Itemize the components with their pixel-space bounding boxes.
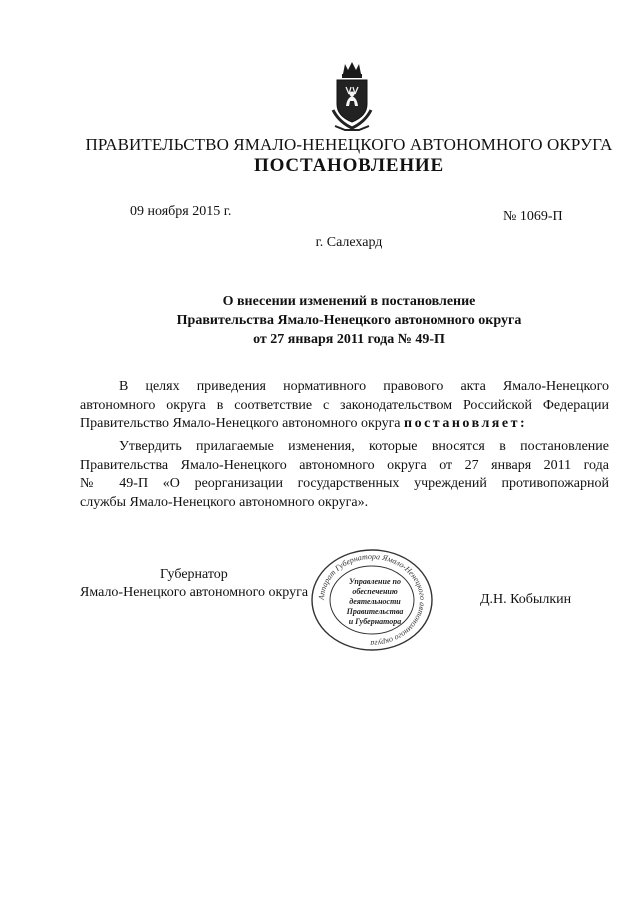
official-seal (304, 547, 440, 653)
paragraph-line: В целях приведения нормативного правового акта Ямало-Ненецкого (119, 379, 609, 394)
paragraph-line (80, 415, 609, 434)
document-city: г. Салехард (315, 235, 383, 250)
seal-line: Правительства (346, 607, 404, 616)
coat-of-arms-icon (329, 60, 375, 134)
paragraph-line: Правительства Ямало-Ненецкого автономного округа от 27 января 2011 года (80, 457, 609, 473)
document-number: № 1069-П (503, 209, 563, 224)
paragraph-line-text: Правительство Ямало-Ненецкого автономного округа (80, 416, 405, 431)
paragraph-line: автономного округа в соответствие с законодательством Российской Федерации (80, 397, 609, 413)
subject-line: О внесении изменений в постановление (222, 294, 476, 309)
signer-title-line1: Губернатор (160, 567, 228, 582)
body-paragraph-1 (80, 378, 609, 434)
government-title: ПРАВИТЕЛЬСТВО ЯМАЛО-НЕНЕЦКОГО АВТОНОМНОГО ОКРУГА (85, 135, 613, 154)
document-subject (100, 292, 598, 349)
subject-line: Правительства Ямало-Ненецкого автономного округа (176, 313, 522, 328)
paragraph-line: № 49-П «О реорганизации государственных учреждений противопожарной (80, 476, 609, 491)
document-date: 09 ноября 2015 г. (130, 204, 232, 219)
document-type: ПОСТАНОВЛЕНИЕ (254, 155, 444, 176)
paragraph-line: Утвердить прилагаемые изменения, которые вносятся в постановление (119, 439, 609, 454)
subject-line: от 27 января 2011 года № 49-П (253, 332, 445, 347)
seal-line: и Губернатора (348, 617, 402, 626)
seal-ring-text: Аппарат Губернатора Ямало-Ненецкого автономного округа (316, 551, 428, 649)
seal-line: обеспечению (352, 587, 398, 596)
decree-keyword: постановляет: (404, 416, 528, 431)
body-paragraph-2 (80, 438, 609, 512)
signer-name: Д.Н. Кобылкин (480, 592, 572, 607)
seal-line: деятельности (349, 597, 401, 606)
paragraph-line: службы Ямало-Ненецкого автономного округа». (80, 494, 369, 510)
seal-center-text (338, 577, 412, 627)
seal-line: Управление по (349, 577, 401, 586)
signer-title-line2: Ямало-Ненецкого автономного округа (80, 585, 309, 600)
